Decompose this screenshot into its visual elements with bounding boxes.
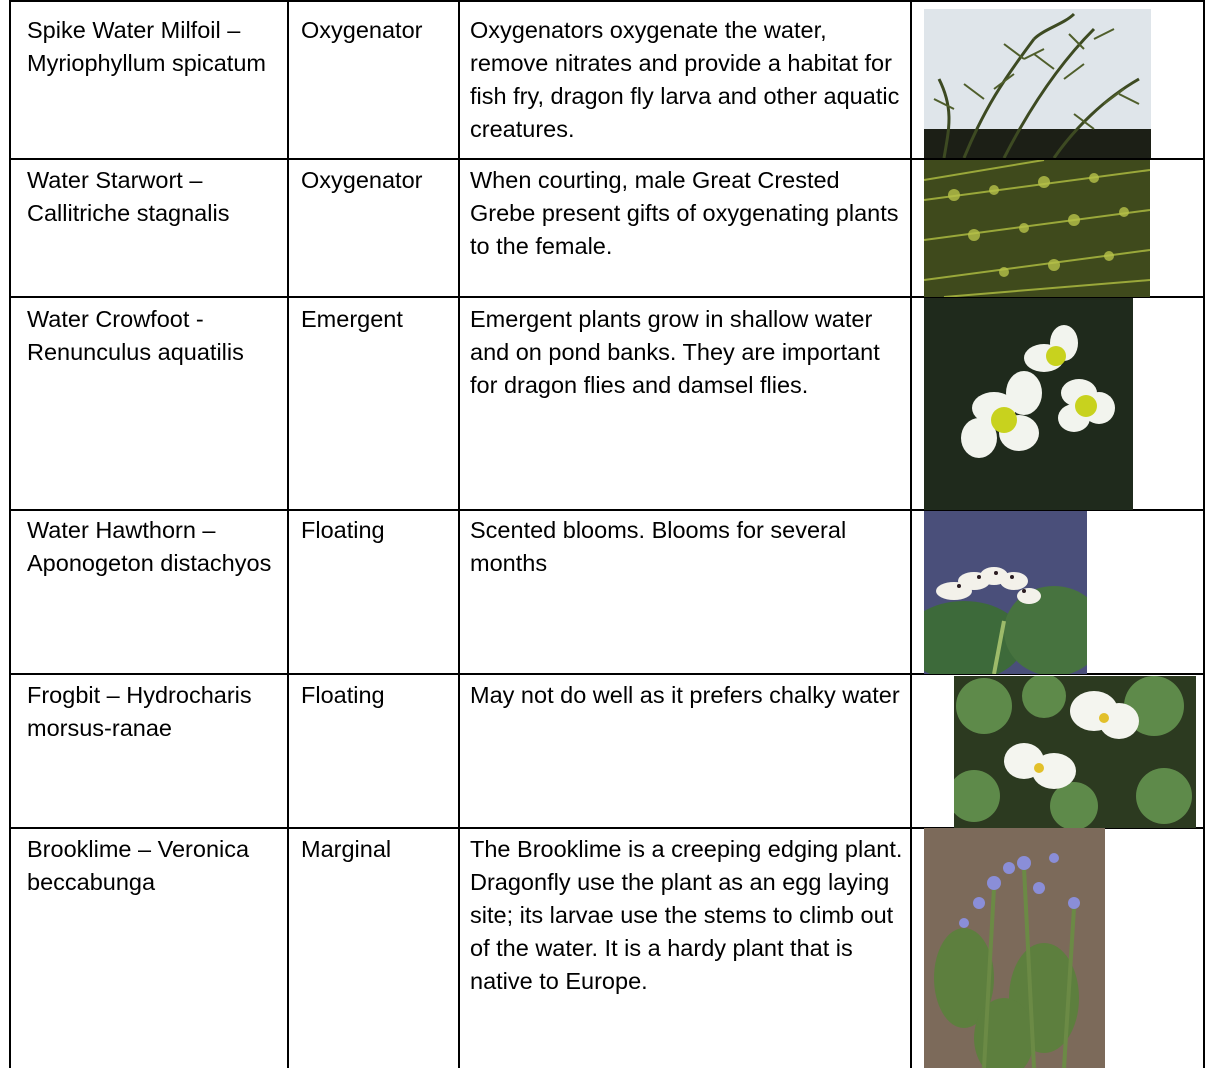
table-border-left <box>9 0 11 1068</box>
plant-name-cell: Water Crowfoot - Renunculus aquatilis <box>27 306 244 365</box>
plant-type-cell: Oxygenator <box>301 167 423 193</box>
plant-name-cell: Brooklime – Veronica beccabunga <box>27 836 250 895</box>
plant-description-cell: Scented blooms. Blooms for several months <box>470 517 847 576</box>
plant-description-cell: Oxygenators oxygenate the water, remove nitrates and provide a habitat for fish fry, dragon fly larva and other aquatic creatures. <box>470 17 900 142</box>
water-starwort-photo <box>924 160 1150 297</box>
plant-type-cell: Oxygenator <box>301 17 423 43</box>
plant-description-cell: The Brooklime is a creeping edging plant. Dragonfly use the plant as an egg laying site; its larvae use the stems to climb out of the water. It is a hardy plant that is native to Europe. <box>470 836 903 994</box>
plant-type-cell: Floating <box>301 682 385 708</box>
plant-type-cell: Floating <box>301 517 385 543</box>
table-border-col2 <box>287 0 289 1068</box>
table-border-col3 <box>458 0 460 1068</box>
table-border-right <box>1203 0 1205 1068</box>
water-hawthorn-photo <box>924 511 1087 674</box>
table-border-col4 <box>910 0 912 1068</box>
plant-description-cell: When courting, male Great Crested Grebe present gifts of oxygenating plants to the female. <box>470 167 899 259</box>
plant-name-cell: Water Starwort – Callitriche stagnalis <box>27 167 230 226</box>
plant-description-cell: May not do well as it prefers chalky water <box>470 682 900 708</box>
plant-type-cell: Emergent <box>301 306 403 332</box>
spike-water-milfoil-photo <box>924 9 1151 158</box>
plant-type-cell: Marginal <box>301 836 392 862</box>
table-border-top <box>9 0 1205 2</box>
frogbit-photo <box>954 676 1196 828</box>
plant-name-cell: Frogbit – Hydrocharis morsus-ranae <box>27 682 252 741</box>
plant-name-cell: Spike Water Milfoil – Myriophyllum spicatum <box>27 17 266 76</box>
brooklime-photo <box>924 828 1105 1068</box>
plant-description-cell: Emergent plants grow in shallow water and on pond banks. They are important for dragon flies and damsel flies. <box>470 306 880 398</box>
water-crowfoot-photo <box>924 298 1133 510</box>
plant-name-cell: Water Hawthorn – Aponogeton distachyos <box>27 517 272 576</box>
